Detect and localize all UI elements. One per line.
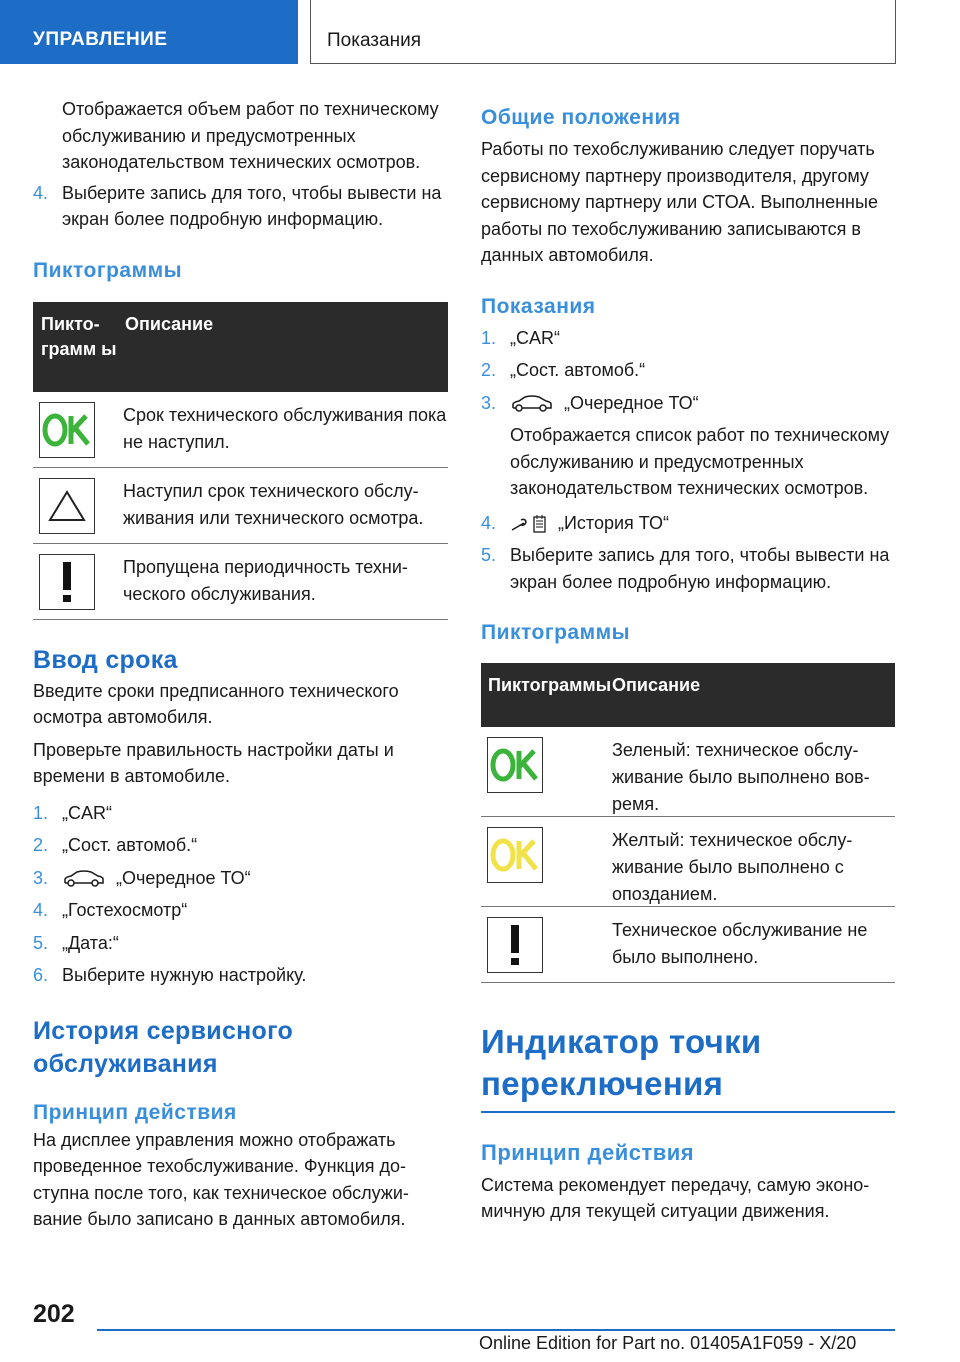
table-row — [33, 468, 448, 544]
table-header — [481, 663, 895, 727]
ok-yellow-icon — [487, 827, 543, 883]
list-item: 4. „История ТО“ — [481, 512, 669, 533]
list-item: 1. „CAR“ — [33, 802, 112, 823]
table-cell-text: Срок технического обслуживания пока не наступил. — [123, 404, 447, 452]
table-cell-text: Зеленый: техническое обслуживание было выполнено вовремя. — [612, 740, 870, 814]
list-item: 1. „CAR“ — [481, 327, 560, 348]
table-row — [481, 727, 895, 817]
list-item: 3. „Очередное ТО“ — [481, 392, 699, 413]
right-column — [481, 96, 895, 1225]
shift-indicator-heading: Индикатор точки переключения — [481, 1023, 762, 1102]
ok-icon — [39, 402, 95, 458]
input-paragraph-1: Введите сроки предписанного технического осмотра автомобиля. — [33, 680, 399, 727]
exclamation-icon — [487, 917, 543, 973]
section-tab: УПРАВЛЕНИЕ — [0, 0, 298, 64]
list-item: 5. „Дата:“ — [33, 932, 119, 953]
principle-heading-right: Принцип действия — [481, 1139, 695, 1165]
section-divider — [481, 1111, 895, 1113]
table-head-description: Описание — [125, 313, 214, 334]
ok-green-icon — [487, 737, 543, 793]
warning-triangle-icon — [39, 478, 95, 534]
list-item: 6. Выберите нужную настройку. — [33, 965, 307, 985]
service-history-icon — [510, 514, 550, 534]
left-column — [33, 96, 448, 1233]
principle-paragraph-right: Система рекомендует передачу, самую экономичную для текущей ситуации движения. — [481, 1174, 870, 1221]
list-item: 5. Выберите запись для того, чтобы вывести на экран более подробную информацию. — [481, 545, 890, 592]
table-row — [33, 392, 448, 468]
principle-heading-left: Принцип действия — [33, 1100, 237, 1124]
table-head-description: Описание — [612, 675, 701, 695]
table-cell-text: Желтый: техническое обслуживание было выполнено с опозданием. — [612, 830, 853, 904]
display-steps-list-2 — [481, 510, 895, 596]
table-cell-text: Техническое обслуживание не было выполнено. — [612, 920, 868, 967]
list-item: 2. „Сост. автомоб.“ — [481, 360, 646, 380]
edition-text: Online Edition for Part no. 01405A1F059 - X/20 — [479, 1333, 857, 1353]
display-heading: Показания — [481, 294, 596, 318]
car-icon — [62, 870, 106, 888]
exclamation-icon — [39, 554, 95, 610]
table-row — [481, 907, 895, 983]
table-cell-text: Пропущена периодичность технического обслуживания. — [123, 556, 408, 604]
table-cell-text: Наступил срок технического обслуживания или технического осмотра. — [123, 480, 424, 528]
table-row — [33, 544, 448, 620]
table-row — [481, 817, 895, 907]
footer-divider — [97, 1329, 895, 1331]
left-step4-list — [33, 180, 448, 233]
list-item: 4. „Гостехосмотр“ — [33, 900, 188, 920]
general-paragraph: Работы по техобслуживанию следует поручать сервисному партнеру производителя, другому сервисному партнеру или СТОА. Выполненные работы по техобслуживанию записываются в данных автомобиля. — [481, 139, 878, 265]
input-steps-list — [33, 800, 448, 989]
pictograms-heading: Пиктограммы — [33, 258, 183, 282]
table-header — [33, 302, 448, 392]
service-history-heading: История сервисного обслуживания — [33, 1016, 294, 1078]
table-head-pictogram: Пиктограммы — [488, 675, 612, 695]
pictograms-heading-right: Пиктограммы — [481, 621, 631, 644]
input-paragraph-2: Проверьте правильность настройки даты и времени в автомобиле. — [33, 739, 394, 786]
list-item: 2. „Сост. автомоб.“ — [33, 835, 198, 855]
intro-paragraph: Отображается объем работ по техническому обслуживанию и предусмотренных законодательством технических осмотров. — [62, 99, 439, 172]
pictogram-table-right — [481, 663, 895, 983]
page-number: 202 — [33, 1300, 75, 1328]
page-title: Показания — [310, 0, 896, 64]
input-deadline-heading: Ввод срока — [33, 645, 178, 674]
pictogram-table-left — [33, 302, 448, 620]
step3-paragraph: Отображается список работ по техническому обслуживанию и предусмотренных законодательством технических осмотров. — [510, 425, 890, 498]
general-heading: Общие положения — [481, 106, 681, 129]
principle-paragraph-left: На дисплее управления можно отображать проведенное техобслуживание. Функция доступна после того, как техническое обслуживание было записано в данных автомобиля. — [33, 1129, 409, 1229]
list-item: 3. „Очередное ТО“ — [33, 867, 251, 888]
list-item: 4. Выберите запись для того, чтобы вывести на экран более подробную информацию. — [33, 182, 442, 229]
table-head-pictogram: Пиктограмм ы — [41, 313, 117, 359]
display-steps-list — [481, 325, 895, 417]
car-icon — [510, 395, 554, 413]
